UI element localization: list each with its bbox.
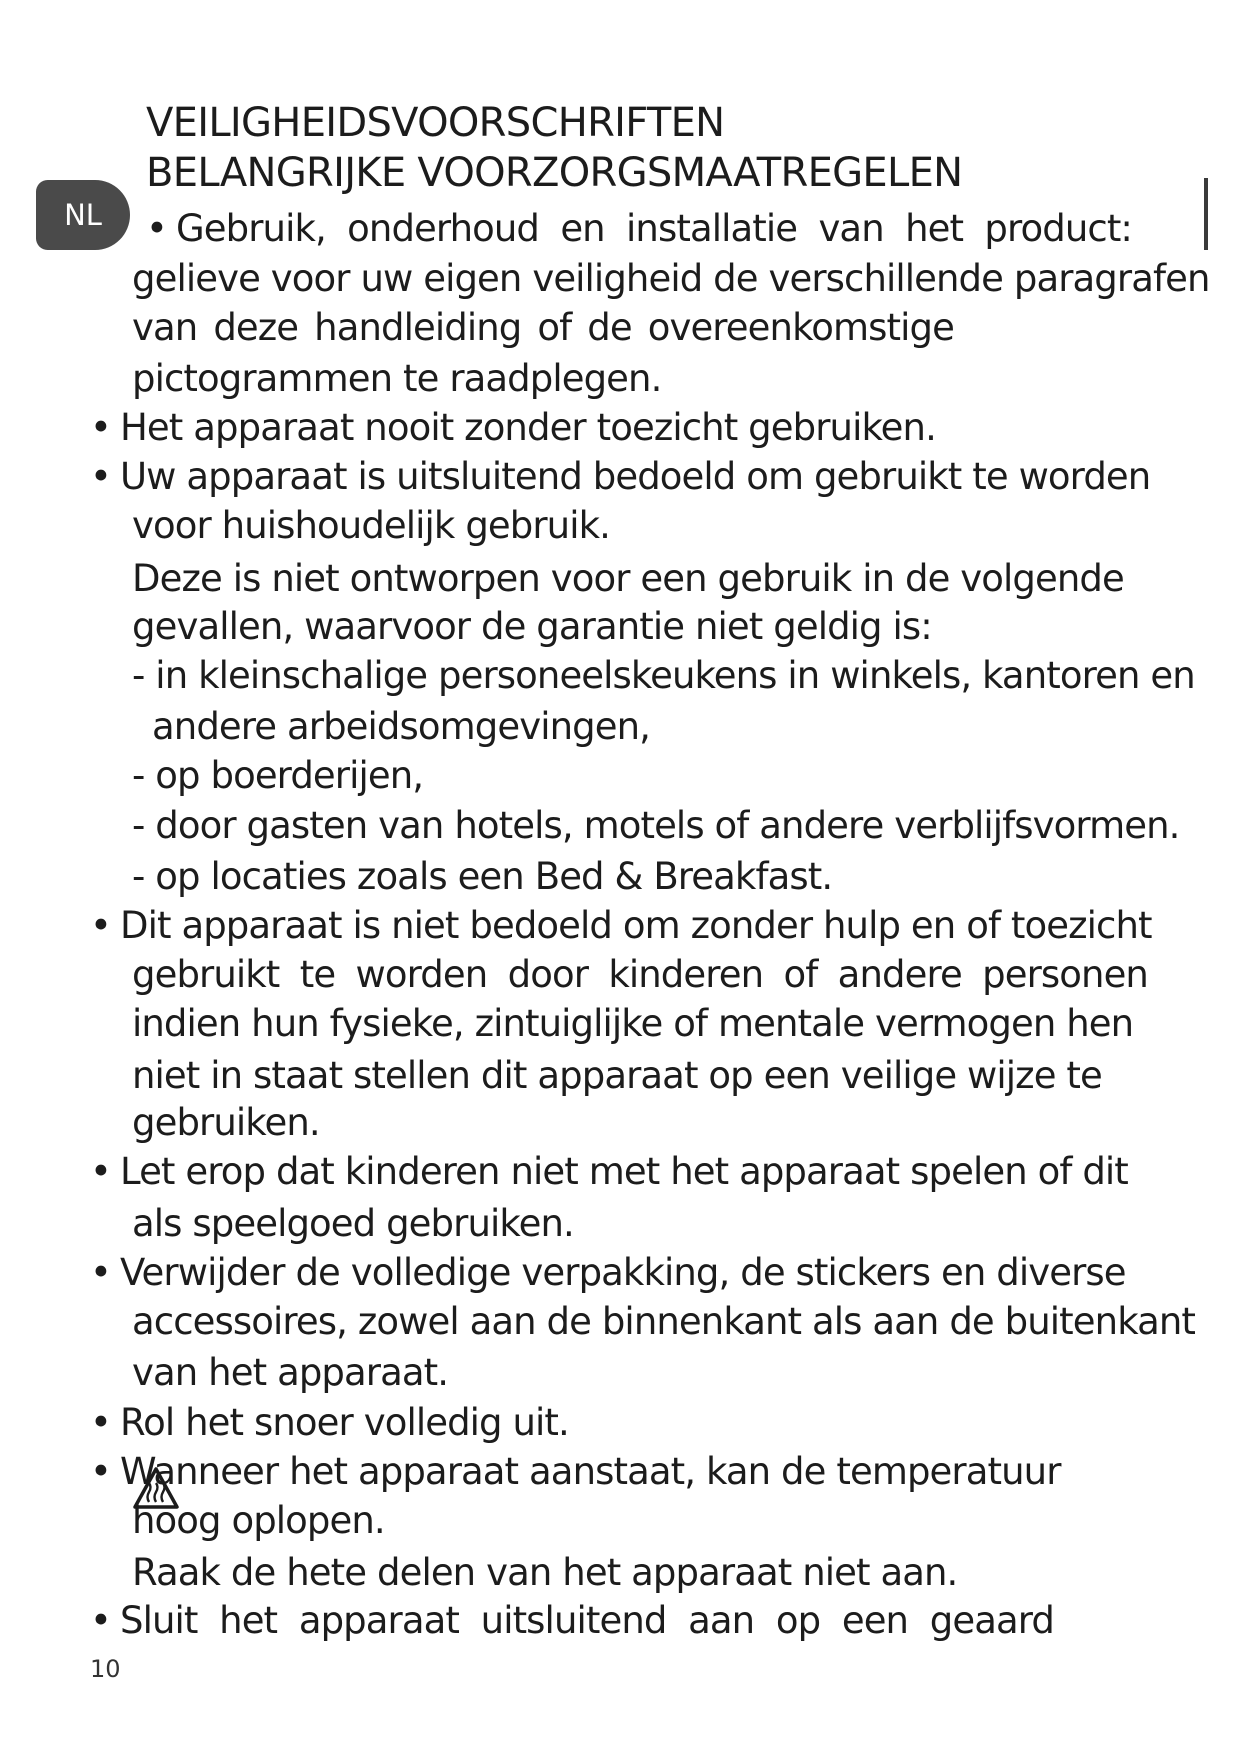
list-item: • Sluit het apparaat uitsluitend aan op een geaard xyxy=(90,1599,1054,1642)
text-line: - in kleinschalige personeelskeukens in winkels, kantoren en xyxy=(132,654,1195,697)
language-tab: NL xyxy=(36,180,130,250)
text-line: - op boerderijen, xyxy=(132,754,424,797)
text-line: gelieve voor uw eigen veiligheid de verschillende paragrafen xyxy=(132,257,1210,300)
list-item: • Dit apparaat is niet bedoeld om zonder hulp en of toezicht xyxy=(90,904,1152,947)
text-line: pictogrammen te raadplegen. xyxy=(132,357,662,400)
text-line: niet in staat stellen dit apparaat op een veilige wijze te xyxy=(132,1054,1102,1097)
text-line: van het apparaat. xyxy=(132,1351,449,1394)
text-line: Deze is niet ontworpen voor een gebruik in de volgende xyxy=(132,557,1124,600)
heading-safety-instructions: VEILIGHEIDSVOORSCHRIFTEN xyxy=(146,100,725,146)
text-line: indien hun fysieke, zintuiglijke of mentale vermogen hen xyxy=(132,1002,1134,1045)
list-item: • Rol het snoer volledig uit. xyxy=(90,1401,569,1444)
text-line: gebruiken. xyxy=(132,1101,320,1144)
edge-marker xyxy=(1204,178,1208,250)
text-line: andere arbeidsomgevingen, xyxy=(152,705,650,748)
list-item: • Wanneer het apparaat aanstaat, kan de temperatuur xyxy=(90,1450,1061,1493)
text-line: gebruikt te worden door kinderen of andere personen xyxy=(132,953,1148,996)
text-line: - op locaties zoals een Bed & Breakfast. xyxy=(132,855,833,898)
text-line: hoog oplopen. xyxy=(132,1499,385,1542)
list-item: • Verwijder de volledige verpakking, de stickers en diverse xyxy=(90,1251,1126,1294)
text-line: - door gasten van hotels, motels of andere verblijfsvormen. xyxy=(132,804,1180,847)
text-line: accessoires, zowel aan de binnenkant als aan de buitenkant xyxy=(132,1300,1196,1343)
text-line: Raak de hete delen van het apparaat niet aan. xyxy=(132,1551,958,1594)
page-number: 10 xyxy=(90,1655,121,1683)
heading-precautions: BELANGRIJKE VOORZORGSMAATREGELEN xyxy=(146,150,963,196)
list-item: • Uw apparaat is uitsluitend bedoeld om gebruikt te worden xyxy=(90,455,1151,498)
list-item: • Gebruik, onderhoud en installatie van het product: xyxy=(146,207,1132,250)
list-item: • Let erop dat kinderen niet met het apparaat spelen of dit xyxy=(90,1150,1128,1193)
text-line: als speelgoed gebruiken. xyxy=(132,1202,574,1245)
heading-block xyxy=(146,98,962,198)
text-line: van deze handleiding of de overeenkomstige xyxy=(132,306,954,349)
text-line: voor huishoudelijk gebruik. xyxy=(132,504,610,547)
list-item: • Het apparaat nooit zonder toezicht gebruiken. xyxy=(90,406,936,449)
text-line: gevallen, waarvoor de garantie niet geldig is: xyxy=(132,605,932,648)
